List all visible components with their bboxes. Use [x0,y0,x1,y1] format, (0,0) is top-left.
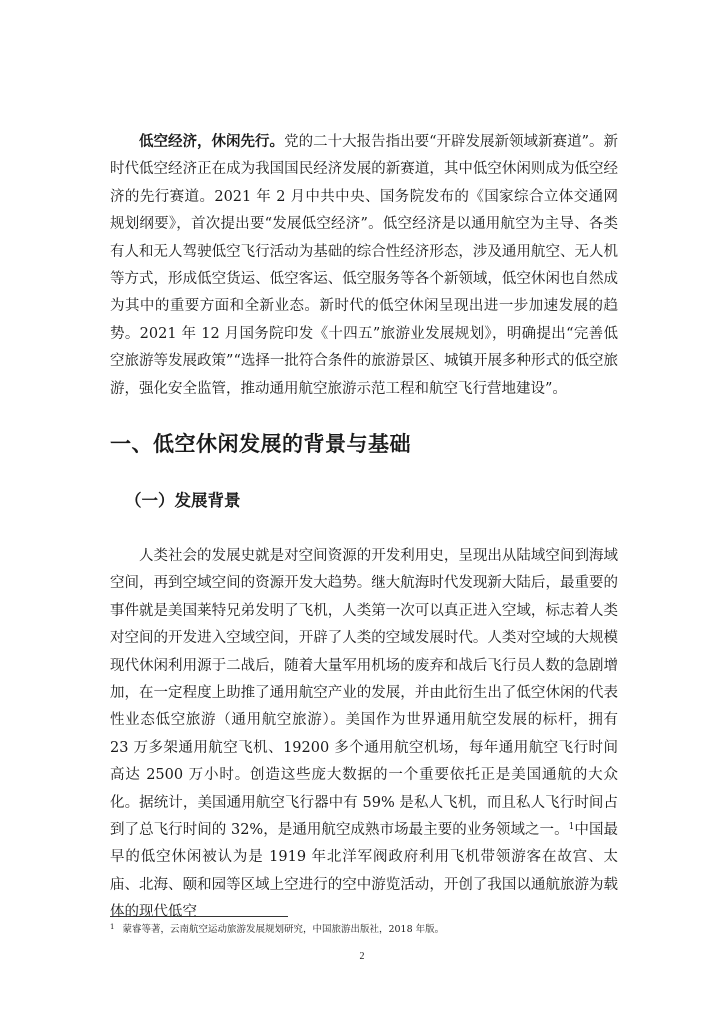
footnote-reference[interactable]: 1 [568,822,575,833]
section-heading: 一、低空休闲发展的背景与基础 [110,431,411,456]
footnote [110,921,444,935]
intro-paragraph [110,128,618,403]
intro-text: 党的二十大报告指出要“开辟发展新领域新赛道”。新时代低空经济正在成为我国国民经济发展的新赛道，其中低空休闲则成为低空经济的先行赛道。2021 年 2 月中共中央、国务院发布的《国家综合立体交通网规划纲要》，首次提出要“发展低空经济”。低空经济是以通用航空为主导、各类有人和无人驾驶低空飞行活动为基础的综合性经济形态，涉及通用航空、无人机等方式，形成低空货运、低空客运、低空服务等各个新领域，低空休闲也自然成为其中的重要方面和全新业态。新时代的低空休闲呈现出进一步加速发展的趋势。2021 年 12 月国务院印发《十四五”旅游业发展规划》，明确提出“完善低空旅游等发展政策”“选择一批符合条件的旅游景区、城镇开展多种形式的低空旅游，强化安全监管，推动通用航空旅游示范工程和航空飞行营地建设”。 [110,134,619,397]
intro-lead: 低空经济，休闲先行。 [139,133,285,150]
page-number: 2 [359,951,365,962]
background-text-after-note: 中国最早的低空休闲被认为是 1919 年北洋军阀政府利用飞机带领游客在故宫、太庙、北海、颐和园等区域上空进行的空中游览活动，开创了我国以通航旅游为载体的现代低空 [110,822,619,921]
background-paragraph [110,543,618,927]
footnote-divider [110,916,288,917]
background-text-before-note: 人类社会的发展史就是对空间资源的开发利用史，呈现出从陆域空间到海域空间，再到空域空间的资源开发大趋势。继大航海时代发现新大陆后，最重要的事件就是美国莱特兄弟发明了飞机，人类第一次可以真正进入空域，标志着人类对空间的开发进入空域空间，开辟了人类的空域发展时代。人类对空域的大规模现代休闲利用源于二战后，随着大量军用机场的废弃和战后飞行员人数的急剧增加，在一定程度上助推了通用航空产业的发展，并由此衍生出了低空休闲的代表性业态低空旅游（通用航空旅游）。美国作为世界通用航空发展的标杆，拥有 23 万多架通用航空飞机、19200 多个通用航空机场，每年通用航空飞行时间高达 2500 万小时。创造这些庞大数据的一个重要依托正是美国通航的大众化。据统计，美国通用航空飞行器中有 59% 是私人飞机，而且私人飞行时间占到了总飞行时间的 32%，是通用航空成熟市场最主要的业务领域之一。 [110,548,618,839]
footnote-marker: 1 [110,923,115,931]
subsection-heading: （一）发展背景 [125,491,241,510]
footnote-text: 蒙睿等著，云南航空运动旅游发展规划研究，中国旅游出版社，2018 年版。 [122,924,445,935]
